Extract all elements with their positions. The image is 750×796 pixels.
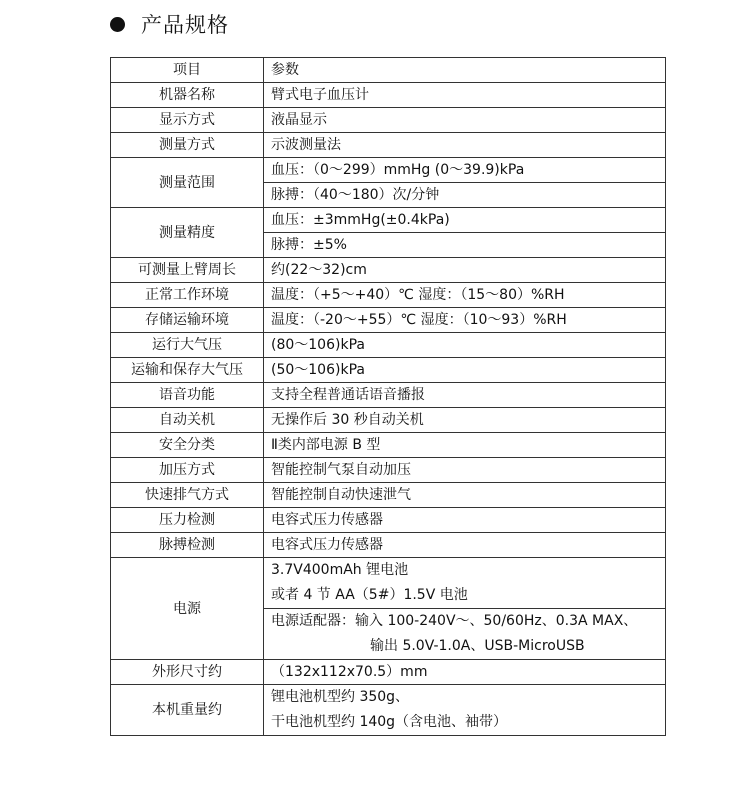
row-value: 温度：（-20～+55）℃ 湿度：（10～93）%RH — [264, 308, 666, 333]
row-label: 语音功能 — [111, 383, 264, 408]
row-value: 血压：±3mmHg(±0.4kPa) — [264, 208, 666, 233]
row-value: 示波测量法 — [264, 133, 666, 158]
power-line: 输出 5.0V-1.0A、USB-MicroUSB — [370, 638, 585, 654]
row-label: 电源 — [111, 558, 264, 660]
row-value: 智能控制气泵自动加压 — [264, 458, 666, 483]
row-value: Ⅱ类内部电源 B 型 — [264, 433, 666, 458]
table-row — [111, 308, 666, 333]
row-label: 机器名称 — [111, 83, 264, 108]
table-row — [111, 558, 666, 609]
weight-line: 干电池机型约 140g（含电池、袖带） — [271, 714, 508, 730]
weight-line: 锂电池机型约 350g、 — [271, 689, 410, 705]
table-row — [111, 433, 666, 458]
table-row — [111, 283, 666, 308]
row-value: (80～106)kPa — [264, 333, 666, 358]
row-label: 运行大气压 — [111, 333, 264, 358]
row-label: 加压方式 — [111, 458, 264, 483]
row-value: （132x112x70.5）mm — [264, 660, 666, 685]
section-heading — [110, 9, 229, 39]
table-row — [111, 158, 666, 183]
row-label: 本机重量约 — [111, 685, 264, 736]
table-row — [111, 685, 666, 736]
row-value: 脉搏：（40～180）次/分钟 — [264, 183, 666, 208]
row-value — [264, 609, 666, 660]
table-row — [111, 208, 666, 233]
row-label: 测量精度 — [111, 208, 264, 258]
row-value: 温度：（+5～+40）℃ 湿度：（15～80）%RH — [264, 283, 666, 308]
row-label: 可测量上臂周长 — [111, 258, 264, 283]
spec-table — [110, 57, 666, 736]
row-value: 无操作后 30 秒自动关机 — [264, 408, 666, 433]
row-label: 运输和保存大气压 — [111, 358, 264, 383]
header-param: 参数 — [264, 58, 666, 83]
row-label: 脉搏检测 — [111, 533, 264, 558]
row-label: 正常工作环境 — [111, 283, 264, 308]
row-value: 臂式电子血压计 — [264, 83, 666, 108]
row-label: 显示方式 — [111, 108, 264, 133]
row-value: 约(22～32)cm — [264, 258, 666, 283]
row-label: 存储运输环境 — [111, 308, 264, 333]
table-row — [111, 258, 666, 283]
row-value: 脉搏：±5% — [264, 233, 666, 258]
table-row — [111, 533, 666, 558]
row-label: 测量范围 — [111, 158, 264, 208]
table-row — [111, 83, 666, 108]
row-label: 快速排气方式 — [111, 483, 264, 508]
row-label: 压力检测 — [111, 508, 264, 533]
bullet-icon — [110, 17, 125, 32]
row-label: 自动关机 — [111, 408, 264, 433]
row-value: 血压：（0～299）mmHg (0～39.9)kPa — [264, 158, 666, 183]
row-value: 支持全程普通话语音播报 — [264, 383, 666, 408]
table-row — [111, 333, 666, 358]
row-value: (50～106)kPa — [264, 358, 666, 383]
table-row — [111, 458, 666, 483]
power-line: 或者 4 节 AA（5#）1.5V 电池 — [271, 587, 468, 603]
section-title: 产品规格 — [141, 13, 229, 37]
row-value: 电容式压力传感器 — [264, 533, 666, 558]
table-row — [111, 483, 666, 508]
table-row — [111, 133, 666, 158]
row-label: 测量方式 — [111, 133, 264, 158]
table-row — [111, 660, 666, 685]
power-line: 3.7V400mAh 锂电池 — [271, 562, 409, 578]
table-row — [111, 358, 666, 383]
table-row — [111, 383, 666, 408]
header-item: 项目 — [111, 58, 264, 83]
power-line: 电源适配器：输入 100-240V～、50/60Hz、0.3A MAX、 — [271, 613, 638, 629]
table-header-row — [111, 58, 666, 83]
row-value — [264, 558, 666, 609]
row-value: 智能控制自动快速泄气 — [264, 483, 666, 508]
row-label: 外形尺寸约 — [111, 660, 264, 685]
table-row — [111, 108, 666, 133]
row-value — [264, 685, 666, 736]
row-label: 安全分类 — [111, 433, 264, 458]
row-value: 液晶显示 — [264, 108, 666, 133]
row-value: 电容式压力传感器 — [264, 508, 666, 533]
table-row — [111, 408, 666, 433]
table-row — [111, 508, 666, 533]
